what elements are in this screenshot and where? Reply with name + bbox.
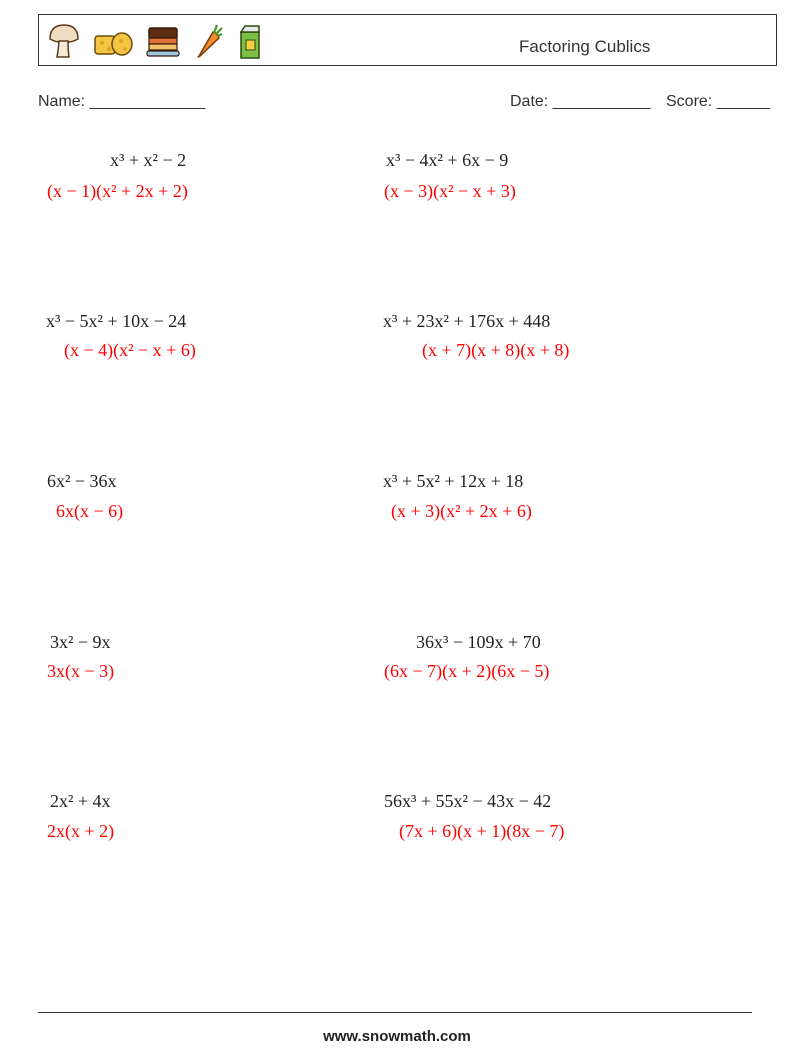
- juice-box-icon: [235, 22, 265, 60]
- problem-8: 36x³ − 109x + 70: [416, 632, 541, 652]
- worksheet-header: [38, 14, 777, 66]
- answer-10: (7x + 6)(x + 1)(8x − 7): [399, 821, 565, 841]
- header-icons: [47, 21, 265, 61]
- carrot-icon: [193, 22, 223, 60]
- problem-10: 56x³ + 55x² − 43x − 42: [384, 791, 552, 811]
- answer-3: (x − 4)(x² − x + 6): [64, 340, 196, 360]
- problem-4: x³ + 23x² + 176x + 448: [383, 311, 551, 331]
- problem-9: 2x² + 4x: [50, 791, 111, 811]
- worksheet-title: Factoring Cublics: [519, 37, 651, 56]
- problem-2: x³ − 4x² + 6x − 9: [386, 150, 509, 170]
- answer-8: (6x − 7)(x + 2)(6x − 5): [384, 661, 550, 681]
- answer-7: 3x(x − 3): [47, 661, 115, 681]
- cheese-icon: [93, 22, 133, 60]
- score-field: Score: ______: [666, 93, 771, 110]
- problem-1: x³ + x² − 2: [110, 150, 187, 170]
- problem-3: x³ − 5x² + 10x − 24: [46, 311, 187, 331]
- answer-1: (x − 1)(x² + 2x + 2): [47, 181, 188, 201]
- cake-icon: [145, 22, 181, 60]
- problem-7: 3x² − 9x: [50, 632, 111, 652]
- answer-4: (x + 7)(x + 8)(x + 8): [422, 340, 570, 360]
- date-field: Date: ___________: [510, 93, 651, 110]
- answer-6: (x + 3)(x² + 2x + 6): [391, 501, 532, 521]
- answer-5: 6x(x − 6): [56, 501, 124, 521]
- problem-5: 6x² − 36x: [47, 471, 117, 491]
- answer-2: (x − 3)(x² − x + 3): [384, 181, 516, 201]
- footer-url[interactable]: www.snowmath.com: [323, 1028, 471, 1045]
- problem-6: x³ + 5x² + 12x + 18: [383, 471, 524, 491]
- footer-divider: [38, 1012, 752, 1013]
- answer-9: 2x(x + 2): [47, 821, 115, 841]
- name-field: Name: _____________: [38, 93, 206, 110]
- mushroom-icon: [47, 22, 81, 60]
